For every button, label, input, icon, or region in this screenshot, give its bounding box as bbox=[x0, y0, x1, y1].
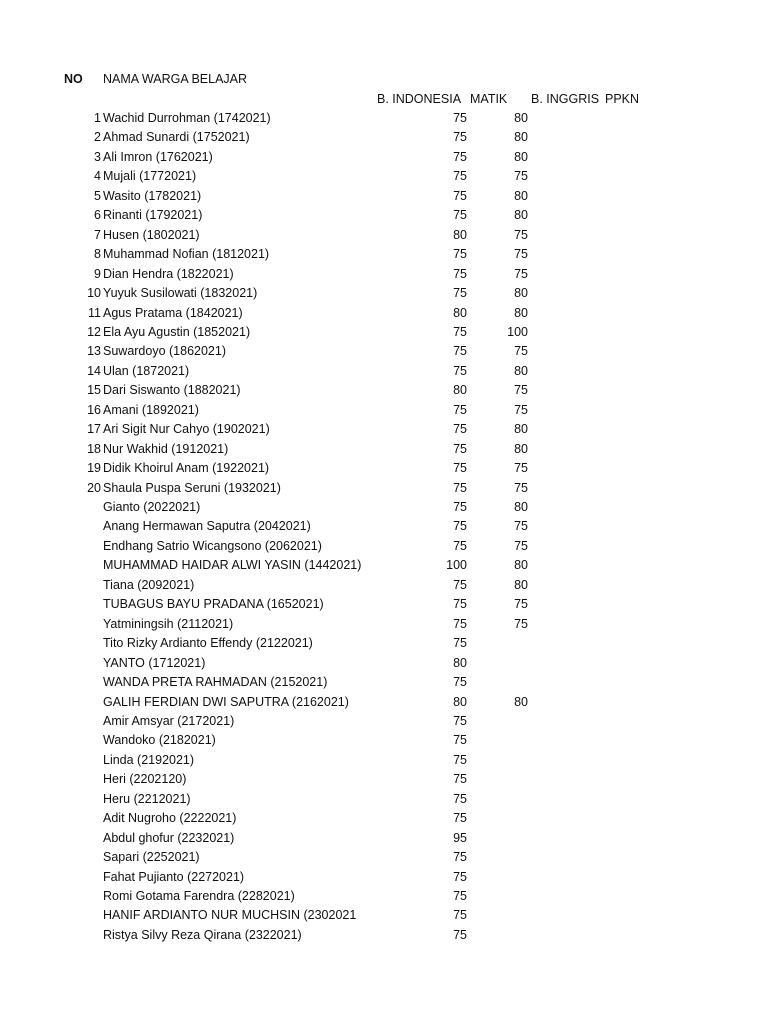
score-indonesia: 75 bbox=[453, 908, 467, 923]
row-number: 15 bbox=[87, 383, 101, 398]
score-indonesia: 75 bbox=[453, 636, 467, 651]
row-number: 17 bbox=[87, 422, 101, 437]
header-subject-inggris: B. INGGRIS bbox=[531, 92, 600, 106]
score-matik: 80 bbox=[514, 500, 528, 514]
score-indonesia: 75 bbox=[453, 441, 467, 456]
row-number: 18 bbox=[87, 441, 101, 456]
row-number: 4 bbox=[94, 169, 101, 184]
student-name: Heri (2202120) bbox=[103, 772, 187, 787]
table-row bbox=[0, 713, 768, 732]
table-row bbox=[0, 382, 768, 401]
score-indonesia: 75 bbox=[453, 519, 467, 534]
score-indonesia: 75 bbox=[453, 286, 467, 301]
score-matik: 75 bbox=[514, 383, 528, 398]
score-indonesia: 80 bbox=[453, 694, 467, 709]
score-indonesia: 80 bbox=[453, 227, 467, 242]
table-row bbox=[0, 810, 768, 829]
table-row bbox=[0, 421, 768, 440]
table-row bbox=[0, 518, 768, 537]
score-matik: 80 bbox=[514, 441, 528, 456]
table-row bbox=[0, 460, 768, 479]
score-matik: 80 bbox=[514, 694, 528, 709]
student-name: Husen (1802021) bbox=[103, 227, 200, 242]
score-matik: 75 bbox=[514, 461, 528, 476]
score-indonesia: 75 bbox=[453, 188, 467, 203]
score-indonesia: 75 bbox=[453, 402, 467, 417]
student-name: Linda (2192021) bbox=[103, 752, 195, 767]
student-name: Tito Rizky Ardianto Effendy (2122021) bbox=[103, 636, 313, 651]
score-indonesia: 75 bbox=[453, 675, 467, 690]
score-indonesia: 75 bbox=[453, 363, 467, 378]
table-row bbox=[0, 305, 768, 324]
table-row bbox=[0, 927, 768, 946]
student-name: Amir Amsyar (2172021) bbox=[103, 713, 235, 728]
score-matik: 75 bbox=[514, 266, 528, 281]
student-name: Heru (2212021) bbox=[103, 791, 191, 806]
header-subject-ppkn: PPKN bbox=[605, 92, 640, 106]
row-number: 14 bbox=[87, 363, 101, 378]
score-indonesia: 75 bbox=[453, 577, 467, 592]
student-name: Ristya Silvy Reza Qirana (2322021) bbox=[103, 927, 302, 942]
student-name: YANTO (1712021) bbox=[103, 655, 206, 670]
row-number: 6 bbox=[94, 208, 101, 223]
student-name: Adit Nugroho (2222021) bbox=[103, 811, 237, 826]
row-number: 2 bbox=[94, 130, 101, 145]
student-name: GALIH FERDIAN DWI SAPUTRA (2162021) bbox=[103, 694, 349, 709]
student-name: Ahmad Sunardi (1752021) bbox=[103, 130, 250, 145]
row-number: 16 bbox=[87, 402, 101, 417]
score-indonesia: 75 bbox=[453, 247, 467, 262]
row-number: 1 bbox=[94, 111, 101, 125]
row-number: 11 bbox=[88, 305, 101, 320]
student-name: Fahat Pujianto (2272021) bbox=[103, 869, 245, 884]
score-indonesia: 75 bbox=[453, 111, 467, 125]
student-name: Dari Siswanto (1882021) bbox=[103, 383, 241, 398]
student-name: Amani (1892021) bbox=[103, 402, 199, 417]
student-name: Tiana (2092021) bbox=[103, 577, 195, 592]
student-name: MUHAMMAD HAIDAR ALWI YASIN (1442021) bbox=[103, 558, 362, 573]
student-name: Ela Ayu Agustin (1852021) bbox=[103, 324, 251, 339]
table-row bbox=[0, 149, 768, 168]
table-row bbox=[0, 674, 768, 693]
score-indonesia: 80 bbox=[453, 305, 467, 320]
score-matik: 75 bbox=[514, 402, 528, 417]
header-subject-indonesia: B. INDONESIA bbox=[377, 92, 462, 106]
row-number: 8 bbox=[94, 247, 101, 262]
score-matik: 80 bbox=[514, 363, 528, 378]
score-indonesia: 75 bbox=[453, 500, 467, 514]
student-name: TUBAGUS BAYU PRADANA (1652021) bbox=[103, 597, 324, 612]
student-name: Endhang Satrio Wicangsono (2062021) bbox=[103, 538, 322, 553]
score-indonesia: 75 bbox=[453, 733, 467, 748]
table-row bbox=[0, 110, 768, 129]
student-name: Romi Gotama Farendra (2282021) bbox=[103, 889, 295, 903]
row-number: 13 bbox=[87, 344, 101, 359]
score-matik: 80 bbox=[514, 130, 528, 145]
score-indonesia: 75 bbox=[453, 927, 467, 942]
table-row bbox=[0, 596, 768, 615]
student-name: HANIF ARDIANTO NUR MUCHSIN (2302021 bbox=[103, 908, 357, 923]
table-row bbox=[0, 207, 768, 226]
score-indonesia: 75 bbox=[453, 422, 467, 437]
score-matik: 80 bbox=[514, 422, 528, 437]
table-row bbox=[0, 771, 768, 790]
row-number: 20 bbox=[87, 480, 101, 495]
student-name: Mujali (1772021) bbox=[103, 169, 197, 184]
student-name: Abdul ghofur (2232021) bbox=[103, 830, 235, 845]
score-indonesia: 75 bbox=[453, 713, 467, 728]
table-row bbox=[0, 227, 768, 246]
score-matik: 100 bbox=[507, 324, 528, 339]
score-indonesia: 75 bbox=[453, 772, 467, 787]
score-matik: 80 bbox=[514, 577, 528, 592]
table-row bbox=[0, 616, 768, 635]
header-name: NAMA WARGA BELAJAR bbox=[103, 72, 248, 86]
score-indonesia: 75 bbox=[453, 344, 467, 359]
table-row bbox=[0, 907, 768, 926]
score-matik: 75 bbox=[514, 480, 528, 495]
table-row bbox=[0, 557, 768, 576]
score-indonesia: 80 bbox=[453, 383, 467, 398]
score-indonesia: 100 bbox=[446, 558, 467, 573]
table-row bbox=[0, 129, 768, 148]
student-name: Wandoko (2182021) bbox=[103, 733, 216, 748]
student-name: Suwardoyo (1862021) bbox=[103, 344, 226, 359]
score-matik: 75 bbox=[514, 169, 528, 184]
table-row bbox=[0, 246, 768, 265]
row-number: 9 bbox=[94, 266, 101, 281]
score-indonesia: 75 bbox=[453, 480, 467, 495]
table-row bbox=[0, 188, 768, 207]
student-name: Agus Pratama (1842021) bbox=[103, 305, 243, 320]
student-name: Anang Hermawan Saputra (2042021) bbox=[103, 519, 311, 534]
score-indonesia: 75 bbox=[453, 461, 467, 476]
table-row bbox=[0, 830, 768, 849]
student-name: WANDA PRETA RAHMADAN (2152021) bbox=[103, 675, 328, 690]
student-name: Rinanti (1792021) bbox=[103, 208, 203, 223]
score-indonesia: 80 bbox=[453, 655, 467, 670]
score-matik: 75 bbox=[514, 344, 528, 359]
student-name: Nur Wakhid (1912021) bbox=[103, 441, 229, 456]
score-matik: 80 bbox=[514, 558, 528, 573]
row-number: 7 bbox=[94, 227, 101, 242]
table-row bbox=[0, 791, 768, 810]
student-name: Gianto (2022021) bbox=[103, 500, 201, 514]
table-row bbox=[0, 285, 768, 304]
score-matik: 80 bbox=[514, 149, 528, 164]
score-indonesia: 75 bbox=[453, 149, 467, 164]
score-matik: 80 bbox=[514, 286, 528, 301]
score-matik: 80 bbox=[514, 111, 528, 125]
score-indonesia: 75 bbox=[453, 597, 467, 612]
score-matik: 75 bbox=[514, 227, 528, 242]
table-row bbox=[0, 732, 768, 751]
score-indonesia: 95 bbox=[453, 830, 467, 845]
table-row bbox=[0, 577, 768, 596]
student-name: Sapari (2252021) bbox=[103, 850, 200, 865]
score-matik: 80 bbox=[514, 188, 528, 203]
student-name: Wachid Durrohman (1742021) bbox=[103, 111, 271, 125]
table-row bbox=[0, 324, 768, 343]
table-row bbox=[0, 402, 768, 421]
table-row bbox=[0, 168, 768, 187]
score-indonesia: 75 bbox=[453, 889, 467, 903]
score-indonesia: 75 bbox=[453, 208, 467, 223]
table-row bbox=[0, 694, 768, 713]
score-indonesia: 75 bbox=[453, 791, 467, 806]
student-name: Dian Hendra (1822021) bbox=[103, 266, 234, 281]
student-name: Didik Khoirul Anam (1922021) bbox=[103, 461, 270, 476]
student-name: Yatminingsih (2112021) bbox=[103, 616, 234, 631]
score-indonesia: 75 bbox=[453, 811, 467, 826]
score-matik: 75 bbox=[514, 597, 528, 612]
header-subject-matik: MATIK bbox=[470, 92, 508, 106]
table-row bbox=[0, 538, 768, 557]
student-name: Muhammad Nofian (1812021) bbox=[103, 247, 270, 262]
score-matik: 75 bbox=[514, 247, 528, 262]
table-row bbox=[0, 849, 768, 868]
table-row bbox=[0, 363, 768, 382]
score-matik: 75 bbox=[514, 538, 528, 553]
row-number: 12 bbox=[87, 324, 101, 339]
table-row bbox=[0, 480, 768, 499]
score-matik: 75 bbox=[514, 616, 528, 631]
table-row bbox=[0, 635, 768, 654]
score-matik: 75 bbox=[514, 519, 528, 534]
table-row bbox=[0, 888, 768, 907]
score-matik: 80 bbox=[514, 305, 528, 320]
table-row bbox=[0, 655, 768, 674]
student-name: Yuyuk Susilowati (1832021) bbox=[103, 286, 258, 301]
score-indonesia: 75 bbox=[453, 324, 467, 339]
student-name: Ali Imron (1762021) bbox=[103, 149, 213, 164]
table-row bbox=[0, 752, 768, 771]
score-indonesia: 75 bbox=[453, 169, 467, 184]
table-row bbox=[0, 343, 768, 362]
score-indonesia: 75 bbox=[453, 616, 467, 631]
score-indonesia: 75 bbox=[453, 266, 467, 281]
student-name: Shaula Puspa Seruni (1932021) bbox=[103, 480, 281, 495]
table-row bbox=[0, 499, 768, 518]
score-matik: 80 bbox=[514, 208, 528, 223]
row-number: 5 bbox=[94, 188, 101, 203]
student-name: Ulan (1872021) bbox=[103, 363, 190, 378]
student-name: Wasito (1782021) bbox=[103, 188, 202, 203]
student-name: Ari Sigit Nur Cahyo (1902021) bbox=[103, 422, 270, 437]
header-no: NO bbox=[64, 72, 83, 86]
row-number: 10 bbox=[87, 286, 101, 301]
score-indonesia: 75 bbox=[453, 752, 467, 767]
table-row bbox=[0, 869, 768, 888]
table-row bbox=[0, 266, 768, 285]
table-row bbox=[0, 441, 768, 460]
score-indonesia: 75 bbox=[453, 130, 467, 145]
score-indonesia: 75 bbox=[453, 538, 467, 553]
row-number: 3 bbox=[94, 149, 101, 164]
score-indonesia: 75 bbox=[453, 850, 467, 865]
row-number: 19 bbox=[87, 461, 101, 476]
score-indonesia: 75 bbox=[453, 869, 467, 884]
